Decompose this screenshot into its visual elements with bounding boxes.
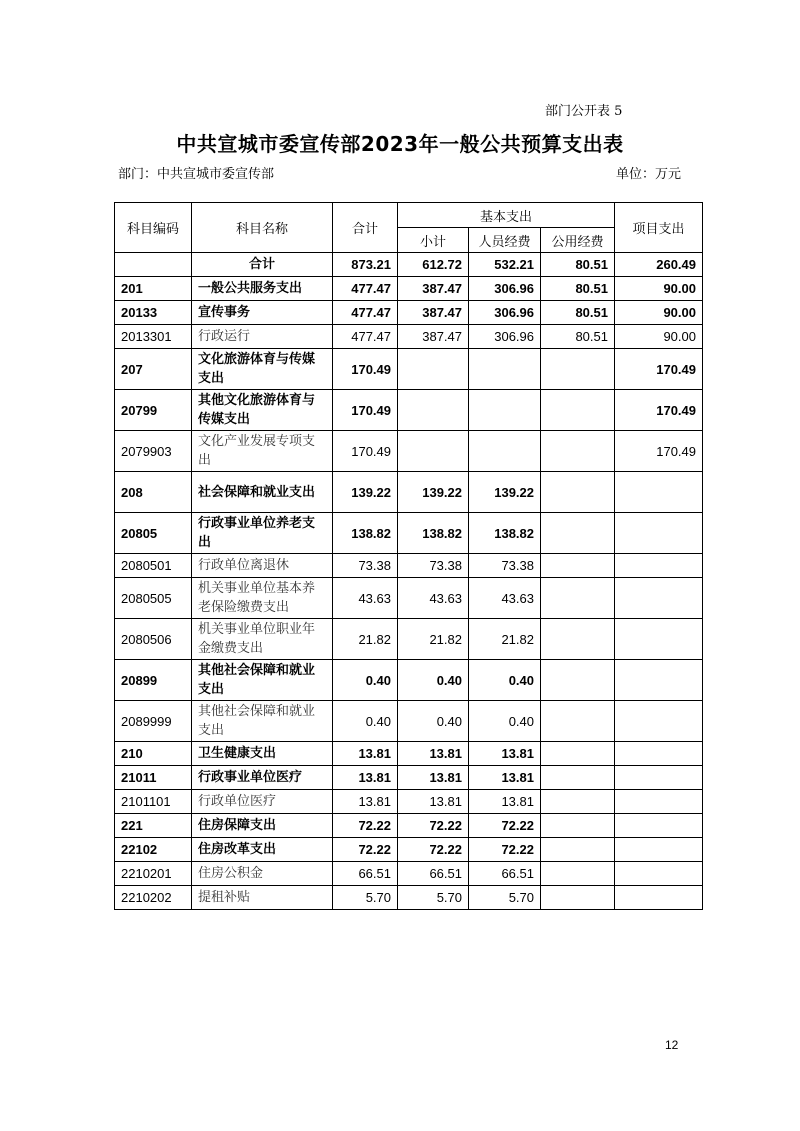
table-row [115,862,703,886]
cell-public: 80.51 [541,253,615,277]
cell-name: 住房公积金 [192,862,333,886]
cell-personnel: 306.96 [469,301,541,325]
cell-project [615,838,703,862]
cell-public [541,513,615,554]
cell-public [541,554,615,578]
cell-name: 住房改革支出 [192,838,333,862]
cell-name: 机关事业单位职业年金缴费支出 [192,619,333,660]
cell-subtotal [398,390,469,431]
cell-public [541,390,615,431]
cell-total: 139.22 [333,472,398,513]
cell-personnel: 306.96 [469,325,541,349]
cell-public [541,766,615,790]
unit-label: 单位：万元 [616,167,682,182]
cell-total: 5.70 [333,886,398,910]
cell-name: 行政事业单位医疗 [192,766,333,790]
cell-project [615,814,703,838]
cell-code: 210 [115,742,192,766]
cell-public [541,431,615,472]
cell-project [615,886,703,910]
cell-total: 170.49 [333,390,398,431]
cell-subtotal: 66.51 [398,862,469,886]
cell-code: 21011 [115,766,192,790]
cell-total: 138.82 [333,513,398,554]
table-row [115,301,703,325]
cell-public: 80.51 [541,325,615,349]
cell-project: 170.49 [615,349,703,390]
cell-personnel: 73.38 [469,554,541,578]
cell-personnel: 13.81 [469,766,541,790]
cell-project: 90.00 [615,325,703,349]
cell-total: 72.22 [333,814,398,838]
cell-public [541,578,615,619]
cell-code: 2080506 [115,619,192,660]
table-row [115,660,703,701]
cell-name: 住房保障支出 [192,814,333,838]
table-row [115,619,703,660]
cell-personnel: 43.63 [469,578,541,619]
cell-project [615,742,703,766]
cell-public [541,862,615,886]
cell-public: 80.51 [541,277,615,301]
cell-total: 66.51 [333,862,398,886]
table-row [115,277,703,301]
cell-project [615,862,703,886]
cell-subtotal: 387.47 [398,301,469,325]
table-body [115,253,703,910]
cell-personnel: 72.22 [469,838,541,862]
cell-subtotal: 13.81 [398,766,469,790]
cell-subtotal: 138.82 [398,513,469,554]
cell-code [115,253,192,277]
cell-name: 一般公共服务支出 [192,277,333,301]
cell-subtotal: 13.81 [398,790,469,814]
cell-code: 2080501 [115,554,192,578]
cell-personnel [469,390,541,431]
cell-subtotal [398,349,469,390]
cell-name: 卫生健康支出 [192,742,333,766]
table-row [115,325,703,349]
cell-personnel: 5.70 [469,886,541,910]
cell-total: 13.81 [333,742,398,766]
cell-code: 20133 [115,301,192,325]
cell-public [541,349,615,390]
cell-name: 行政单位医疗 [192,790,333,814]
table-row [115,253,703,277]
cell-name: 行政单位离退休 [192,554,333,578]
cell-public [541,886,615,910]
table-row [115,349,703,390]
cell-total: 170.49 [333,349,398,390]
cell-total: 43.63 [333,578,398,619]
table-row [115,790,703,814]
table-row [115,838,703,862]
table-row [115,742,703,766]
cell-total: 73.38 [333,554,398,578]
page-number: 12 [665,1038,679,1052]
cell-name: 社会保障和就业支出 [192,472,333,513]
cell-total: 13.81 [333,766,398,790]
cell-code: 2101101 [115,790,192,814]
cell-subtotal: 43.63 [398,578,469,619]
cell-subtotal: 612.72 [398,253,469,277]
form-number: 部门公开表 5 [545,104,623,119]
header-personnel: 人员经费 [469,228,541,253]
cell-subtotal: 72.22 [398,814,469,838]
cell-personnel: 13.81 [469,790,541,814]
cell-code: 2210202 [115,886,192,910]
cell-project: 90.00 [615,277,703,301]
cell-personnel [469,431,541,472]
table-row [115,472,703,513]
cell-subtotal: 387.47 [398,277,469,301]
cell-name: 其他文化旅游体育与传媒支出 [192,390,333,431]
cell-personnel: 66.51 [469,862,541,886]
cell-name: 行政运行 [192,325,333,349]
header-subtotal: 小计 [398,228,469,253]
cell-personnel: 0.40 [469,701,541,742]
cell-subtotal: 5.70 [398,886,469,910]
cell-project: 260.49 [615,253,703,277]
table-row [115,886,703,910]
cell-total: 0.40 [333,660,398,701]
table-row [115,701,703,742]
cell-name: 机关事业单位基本养老保险缴费支出 [192,578,333,619]
table-row [115,513,703,554]
cell-code: 2080505 [115,578,192,619]
table-row [115,814,703,838]
cell-total: 72.22 [333,838,398,862]
header-code: 科目编码 [115,203,192,253]
header-project: 项目支出 [615,203,703,253]
cell-personnel: 13.81 [469,742,541,766]
cell-code: 20799 [115,390,192,431]
cell-personnel: 138.82 [469,513,541,554]
cell-project [615,472,703,513]
header-public: 公用经费 [541,228,615,253]
cell-subtotal: 21.82 [398,619,469,660]
cell-project [615,513,703,554]
cell-public [541,472,615,513]
cell-code: 2013301 [115,325,192,349]
cell-project: 90.00 [615,301,703,325]
cell-total: 873.21 [333,253,398,277]
cell-project [615,790,703,814]
cell-public [541,701,615,742]
cell-project [615,766,703,790]
cell-project [615,619,703,660]
cell-subtotal: 72.22 [398,838,469,862]
cell-public [541,838,615,862]
cell-code: 207 [115,349,192,390]
cell-public [541,619,615,660]
cell-personnel: 0.40 [469,660,541,701]
header-name: 科目名称 [192,203,333,253]
cell-name: 合计 [192,253,333,277]
cell-name: 行政事业单位养老支出 [192,513,333,554]
table-row [115,578,703,619]
cell-total: 477.47 [333,325,398,349]
table-row [115,431,703,472]
cell-code: 22102 [115,838,192,862]
cell-total: 477.47 [333,301,398,325]
table-row [115,554,703,578]
cell-name: 其他社会保障和就业支出 [192,701,333,742]
table-row [115,766,703,790]
cell-code: 201 [115,277,192,301]
cell-public [541,742,615,766]
cell-project: 170.49 [615,431,703,472]
cell-public [541,814,615,838]
budget-table [114,202,703,910]
cell-personnel: 21.82 [469,619,541,660]
cell-public: 80.51 [541,301,615,325]
cell-code: 2089999 [115,701,192,742]
cell-total: 13.81 [333,790,398,814]
cell-total: 21.82 [333,619,398,660]
page-title: 中共宣城市委宣传部2023年一般公共预算支出表 [176,132,624,156]
header-total: 合计 [333,203,398,253]
cell-code: 2079903 [115,431,192,472]
cell-code: 221 [115,814,192,838]
cell-personnel [469,349,541,390]
cell-personnel: 139.22 [469,472,541,513]
cell-project [615,554,703,578]
cell-subtotal: 0.40 [398,701,469,742]
cell-personnel: 306.96 [469,277,541,301]
cell-name: 其他社会保障和就业支出 [192,660,333,701]
cell-project [615,578,703,619]
cell-subtotal: 13.81 [398,742,469,766]
cell-code: 20805 [115,513,192,554]
cell-project: 170.49 [615,390,703,431]
cell-subtotal: 139.22 [398,472,469,513]
cell-code: 208 [115,472,192,513]
cell-name: 提租补贴 [192,886,333,910]
cell-total: 0.40 [333,701,398,742]
header-basic: 基本支出 [398,203,615,228]
department-label: 部门：中共宣城市委宣传部 [118,167,275,182]
cell-personnel: 72.22 [469,814,541,838]
cell-subtotal [398,431,469,472]
cell-code: 2210201 [115,862,192,886]
cell-project [615,701,703,742]
cell-name: 文化产业发展专项支出 [192,431,333,472]
cell-total: 477.47 [333,277,398,301]
cell-public [541,660,615,701]
cell-name: 文化旅游体育与传媒支出 [192,349,333,390]
cell-public [541,790,615,814]
cell-name: 宣传事务 [192,301,333,325]
table-row [115,390,703,431]
cell-subtotal: 73.38 [398,554,469,578]
cell-personnel: 532.21 [469,253,541,277]
cell-code: 20899 [115,660,192,701]
cell-subtotal: 387.47 [398,325,469,349]
cell-subtotal: 0.40 [398,660,469,701]
cell-total: 170.49 [333,431,398,472]
cell-project [615,660,703,701]
